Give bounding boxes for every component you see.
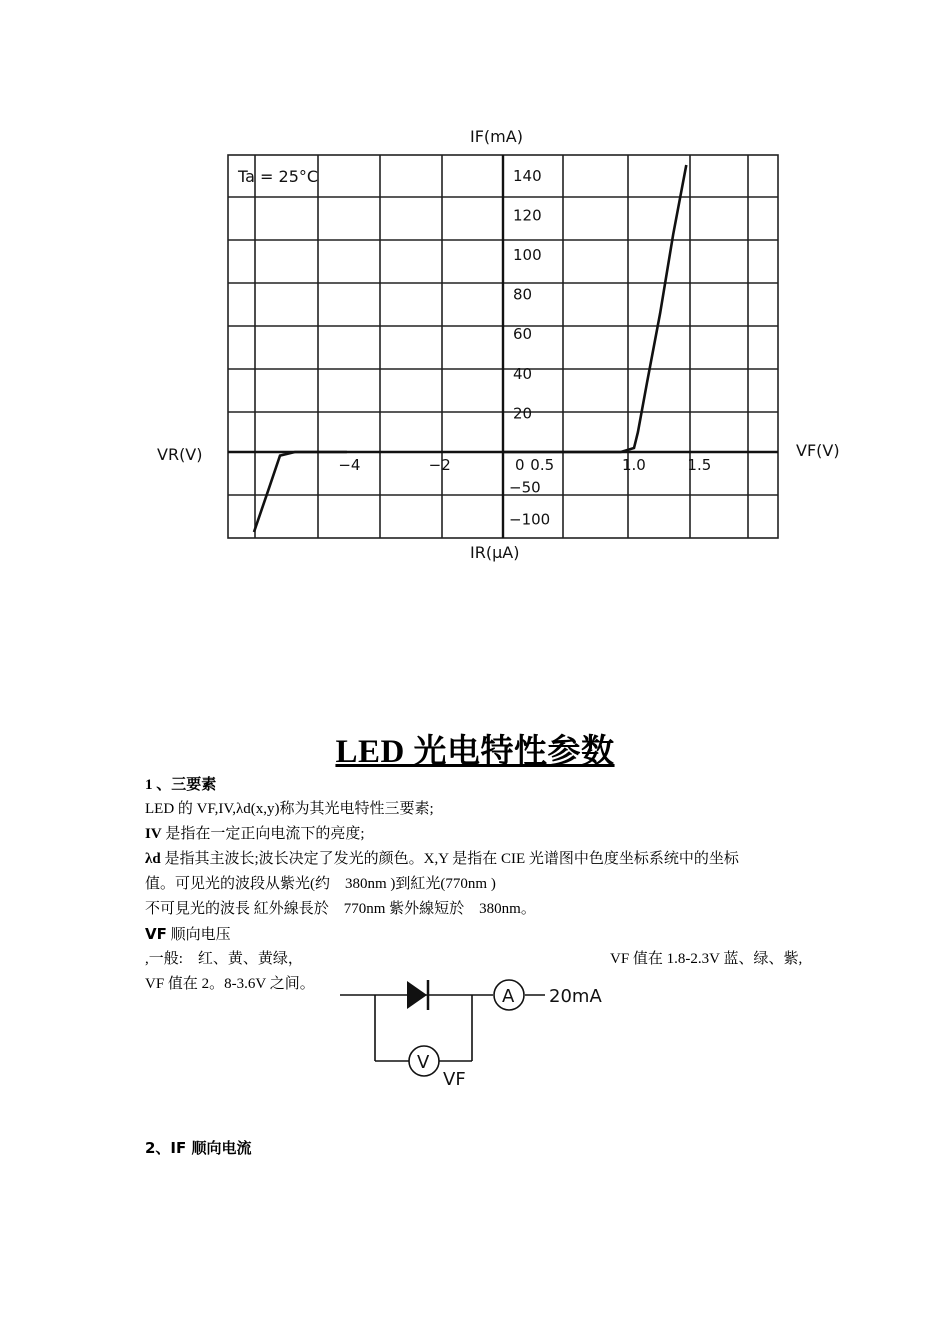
iv-characteristic-chart [0,0,950,600]
x-tick-forward: 1.0 [621,456,646,474]
y-tick-forward: 40 [513,364,533,383]
chart-curves [254,165,686,532]
x-tick-forward: 0.5 [530,456,555,474]
y-tick-reverse: −50 [509,478,541,497]
paragraph-lambda [145,849,739,869]
paragraph-iv [145,824,365,844]
y-tick-forward: 140 [513,166,542,185]
iv-definition: 是指在一定正向电流下的亮度; [161,826,365,842]
chart-ticks [338,167,711,529]
current-label: 20mA [549,986,602,1007]
measurement-circuit [335,965,615,1095]
vf-heading [145,924,231,945]
reverse-breakdown-curve [254,452,347,532]
paragraph-visible-range: 值。可见光的波段从紫光(约 380nm )到紅光(770nm ) [145,876,496,892]
paragraph-three-elements: LED 的 VF,IV,λd(x,y)称为其光电特性三要素; [145,801,434,817]
y-tick-forward: 100 [513,246,542,265]
y-axis-label-forward: IF(mA) [470,127,523,146]
x-tick-forward: 0 [515,456,525,474]
ammeter-symbol: A [502,986,515,1007]
section-1-heading: 1 、三要素 [145,777,217,793]
y-tick-forward: 60 [513,325,533,344]
lambda-term: λd [145,851,161,867]
vf-description: 顺向电压 [166,927,231,943]
vf-values-line-2: VF 值在 2。8-3.6V 之间。 [145,976,315,992]
voltage-label: VF [443,1069,466,1090]
x-tick-reverse: −2 [428,456,451,474]
vf-values-line-left: ,一般: 红、黄、黄绿， [145,951,303,967]
x-axis-label-forward: VF(V) [796,441,840,460]
voltmeter-symbol: V [417,1052,430,1073]
x-tick-forward: 1.5 [687,456,712,474]
y-tick-reverse: −100 [509,510,551,529]
diode-icon [407,980,428,1010]
y-tick-forward: 20 [513,404,533,423]
temperature-annotation: Ta = 25°C [238,167,319,186]
iv-term: IV [145,826,162,842]
chart-grid [228,155,778,538]
paragraph-invisible-range: 不可見光的波長 紅外線長於 770nm 紫外線短於 380nm。 [145,901,536,917]
y-tick-forward: 80 [513,285,533,304]
lambda-definition: 是指其主波长;波长决定了发光的颜色。X,Y 是指在 CIE 光谱图中色度坐标系统中的坐标 [160,851,739,867]
section-2-heading: 2、IF 顺向电流 [145,1139,252,1157]
y-axis-label-reverse: IR(μA) [470,543,520,562]
x-axis-label-reverse: VR(V) [157,445,203,464]
page-title: LED 光电特性参数 [335,734,615,770]
y-tick-forward: 120 [513,206,542,225]
vf-values-line-right: VF 值在 1.8-2.3V 蓝、绿、紫, [610,951,803,967]
x-tick-reverse: −4 [338,456,361,474]
vf-term: VF [145,925,167,943]
